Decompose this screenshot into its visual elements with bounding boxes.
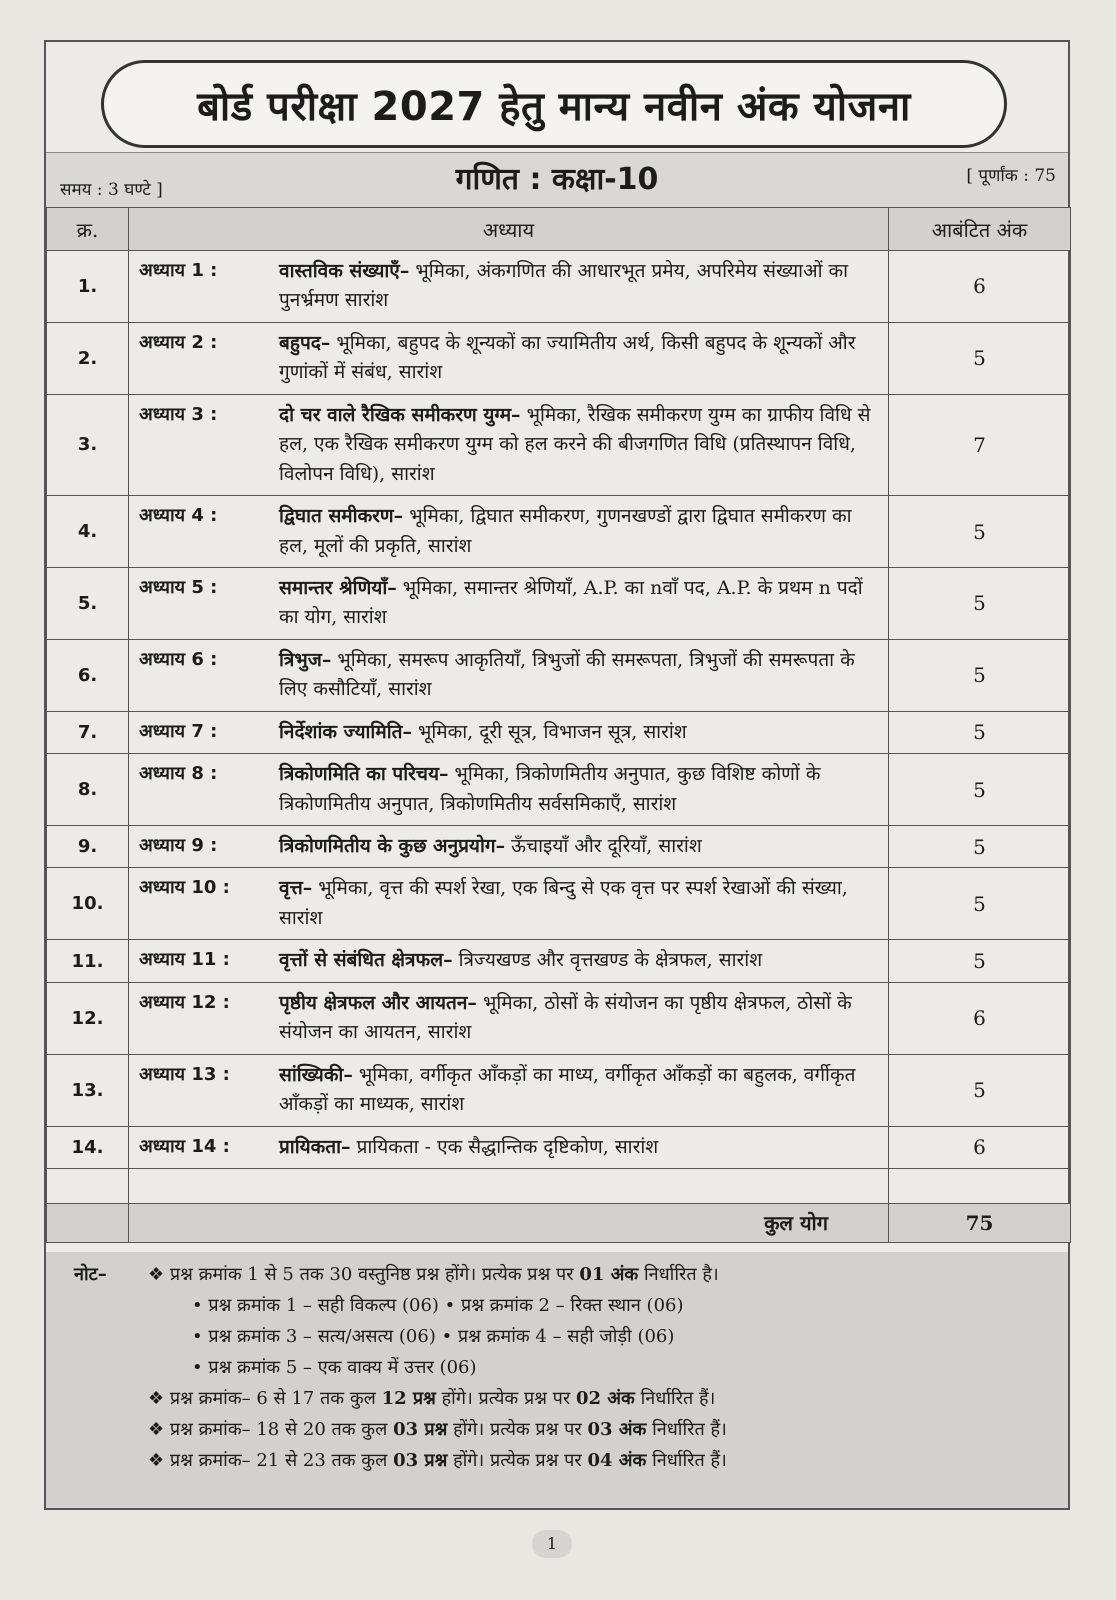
row-serial: 1. <box>47 251 129 323</box>
row-marks: 5 <box>889 639 1071 711</box>
row-chapter-desc <box>129 394 889 495</box>
chapter-number: अध्याय 14 : <box>139 1135 230 1157</box>
chapter-title: दो चर वाले रैखिक समीकरण युग्म– <box>279 403 521 426</box>
row-serial: 7. <box>47 711 129 753</box>
chapter-number: अध्याय 9 : <box>139 835 218 856</box>
row-serial: 9. <box>47 826 129 868</box>
table-row <box>47 982 1071 1054</box>
blank-row <box>47 1168 1071 1203</box>
row-marks: 7 <box>889 394 1071 495</box>
chapter-number: अध्याय 11 : <box>139 949 230 971</box>
diamond-bullet-icon: ❖ <box>148 1264 165 1285</box>
chapter-topics: ऊँचाइयाँ और दूरियाँ, सारांश <box>505 835 702 857</box>
chapter-number: अध्याय 13 : <box>139 1063 230 1085</box>
row-marks: 6 <box>889 251 1071 323</box>
table-row <box>47 639 1071 711</box>
table-row <box>47 567 1071 639</box>
chapter-topics: भूमिका, ठोसों के संयोजन का पृष्ठीय क्षेत्रफल, ठोसों के संयोजन का आयतन, सारांश <box>279 991 852 1044</box>
row-serial: 3. <box>47 394 129 495</box>
chapter-number: अध्याय 4 : <box>139 505 218 527</box>
chapter-title: त्रिभुज– <box>279 648 332 671</box>
chapter-title: त्रिकोणमितीय के कुछ अनुप्रयोग– <box>279 835 506 857</box>
row-marks: 5 <box>889 1054 1071 1126</box>
row-marks: 6 <box>889 982 1071 1054</box>
page-sheet <box>44 40 1070 1510</box>
chapter-number: अध्याय 10 : <box>139 877 230 899</box>
row-chapter-desc <box>129 1126 889 1168</box>
note-item: ❖ प्रश्न क्रमांक– 18 से 20 तक कुल 03 प्रश्न होंगे। प्रत्येक प्रश्न पर 03 अंक निर्धारित हैं। <box>148 1418 727 1440</box>
chapter-number: अध्याय 5 : <box>139 576 218 598</box>
chapter-topics: प्रायिकता - एक सैद्धान्तिक दृष्टिकोण, सारांश <box>350 1135 659 1158</box>
note-item: ❖ प्रश्न क्रमांक– 6 से 17 तक कुल 12 प्रश्न होंगे। प्रत्येक प्रश्न पर 02 अंक निर्धारित हैं। <box>148 1387 716 1409</box>
row-chapter-desc <box>129 754 889 826</box>
chapter-title: पृष्ठीय क्षेत्रफल और आयतन– <box>279 991 477 1014</box>
exam-duration: समय : 3 घण्टे ] <box>60 180 163 200</box>
chapter-topics: भूमिका, रैखिक समीकरण युग्म का ग्राफीय विधि से हल, एक रैखिक समीकरण युग्म को हल करने की बीजगणित विधि (प्रतिस्थापन विधि, विलोपन विधि), सारांश <box>279 403 871 485</box>
col-header-chapter: अध्याय <box>129 208 889 251</box>
note-item: नोट– ❖ प्रश्न क्रमांक 1 से 5 तक 30 वस्तुनिष्ठ प्रश्न होंगे। प्रत्येक प्रश्न पर 01 अंक निर्धारित है। <box>74 1260 1048 1291</box>
chapter-title: द्विघात समीकरण– <box>279 505 404 528</box>
row-marks: 5 <box>889 496 1071 568</box>
row-marks: 5 <box>889 826 1071 868</box>
diamond-bullet-icon: ❖ <box>148 1449 165 1471</box>
row-serial: 6. <box>47 639 129 711</box>
row-chapter-desc <box>129 1054 889 1126</box>
row-marks: 5 <box>889 711 1071 753</box>
diamond-bullet-icon: ❖ <box>148 1418 165 1440</box>
row-serial: 13. <box>47 1054 129 1126</box>
row-chapter-desc <box>129 567 889 639</box>
row-chapter-desc <box>129 826 889 868</box>
max-marks: [ पूर्णांक : 75 <box>966 166 1056 186</box>
table-row <box>47 868 1071 940</box>
row-chapter-desc <box>129 322 889 394</box>
diamond-bullet-icon: ❖ <box>148 1387 165 1409</box>
chapter-number: अध्याय 8 : <box>139 763 218 785</box>
subject-header <box>46 152 1068 209</box>
chapter-topics: भूमिका, समान्तर श्रेणियाँ, A.P. का nवाँ पद, A.P. के प्रथम n पदों का योग, सारांश <box>279 576 863 629</box>
chapter-topics: त्रिज्यखण्ड और वृत्तखण्ड के क्षेत्रफल, सारांश <box>452 949 763 972</box>
chapter-title: वृत्त– <box>279 877 313 900</box>
chapter-title: त्रिकोणमिति का परिचय– <box>279 763 449 786</box>
note-item: ❖ प्रश्न क्रमांक– 21 से 23 तक कुल 03 प्रश्न होंगे। प्रत्येक प्रश्न पर 04 अंक निर्धारित हैं। <box>148 1449 727 1471</box>
row-serial: 10. <box>47 868 129 940</box>
row-marks: 5 <box>889 940 1071 982</box>
chapter-title: बहुपद– <box>279 331 331 354</box>
row-marks: 5 <box>889 322 1071 394</box>
row-marks: 5 <box>889 868 1071 940</box>
chapter-number: अध्याय 1 : <box>139 260 218 281</box>
row-chapter-desc <box>129 940 889 982</box>
col-header-marks: आबंटित अंक <box>889 208 1071 251</box>
chapter-number: अध्याय 2 : <box>139 331 218 353</box>
row-chapter-desc <box>129 251 889 323</box>
chapter-title: समान्तर श्रेणियाँ– <box>279 576 397 599</box>
marks-scheme-table <box>46 207 1071 1243</box>
chapter-topics: भूमिका, अंकगणित की आधारभूत प्रमेय, अपरिमेय संख्याओं का पुनर्भ्रमण सारांश <box>279 260 849 312</box>
page-title: बोर्ड परीक्षा 2027 हेतु मान्य नवीन अंक योजना <box>101 60 1007 148</box>
table-row <box>47 1054 1071 1126</box>
total-value: 75 <box>889 1203 1071 1242</box>
row-chapter-desc <box>129 982 889 1054</box>
table-row <box>47 711 1071 753</box>
chapter-number: अध्याय 6 : <box>139 648 218 670</box>
note-subitem: • प्रश्न क्रमांक 1 – सही विकल्प (06) • प्रश्न क्रमांक 2 – रिक्त स्थान (06) <box>192 1294 684 1316</box>
row-serial: 11. <box>47 940 129 982</box>
chapter-title: प्रायिकता– <box>279 1135 351 1158</box>
chapter-topics: भूमिका, वर्गीकृत आँकड़ों का माध्य, वर्गीकृत आँकड़ों का बहुलक, वर्गीकृत आँकड़ों का माध्यक, सारांश <box>279 1063 856 1116</box>
table-row <box>47 251 1071 323</box>
row-serial: 4. <box>47 496 129 568</box>
row-marks: 6 <box>889 1126 1071 1168</box>
table-row <box>47 754 1071 826</box>
row-chapter-desc <box>129 639 889 711</box>
row-serial: 12. <box>47 982 129 1054</box>
note-subitem: • प्रश्न क्रमांक 3 – सत्य/असत्य (06) • प्रश्न क्रमांक 4 – सही जोड़ी (06) <box>192 1325 675 1347</box>
row-marks: 5 <box>889 754 1071 826</box>
note-label: नोट– <box>74 1264 107 1285</box>
row-serial: 14. <box>47 1126 129 1168</box>
note-subitem: • प्रश्न क्रमांक 5 – एक वाक्य में उत्तर (06) <box>192 1356 477 1378</box>
chapter-title: वृत्तों से संबंधित क्षेत्रफल– <box>279 949 453 972</box>
total-row <box>47 1203 1071 1242</box>
chapter-number: अध्याय 7 : <box>139 720 218 742</box>
table-row <box>47 1126 1071 1168</box>
row-serial: 2. <box>47 322 129 394</box>
chapter-topics: भूमिका, दूरी सूत्र, विभाजन सूत्र, सारांश <box>411 720 687 743</box>
table-row <box>47 496 1071 568</box>
table-row <box>47 394 1071 495</box>
row-chapter-desc <box>129 868 889 940</box>
subject-title: गणित : कक्षा-10 <box>455 162 659 197</box>
chapter-number: अध्याय 12 : <box>139 991 230 1013</box>
row-chapter-desc <box>129 711 889 753</box>
row-chapter-desc <box>129 496 889 568</box>
row-marks: 5 <box>889 567 1071 639</box>
row-serial: 5. <box>47 567 129 639</box>
chapter-topics: भूमिका, त्रिकोणमितीय अनुपात, कुछ विशिष्ट कोणों के त्रिकोणमितीय अनुपात, त्रिकोणमितीय सर्वसमिकाएँ, सारांश <box>279 763 821 815</box>
table-row <box>47 826 1071 868</box>
chapter-title: वास्तविक संख्याएँ– <box>279 260 410 282</box>
chapter-title: निर्देशांक ज्यामिति– <box>279 720 412 743</box>
table-row <box>47 940 1071 982</box>
chapter-topics: भूमिका, वृत्त की स्पर्श रेखा, एक बिन्दु से एक वृत्त पर स्पर्श रेखाओं की संख्या, सारांश <box>279 877 848 929</box>
table-header-row <box>47 208 1071 251</box>
total-label: कुल योग <box>129 1203 889 1242</box>
chapter-topics: भूमिका, द्विघात समीकरण, गुणनखण्डों द्वारा द्विघात समीकरण का हल, मूलों की प्रकृति, सारांश <box>279 505 852 557</box>
chapter-topics: भूमिका, बहुपद के शून्यकों का ज्यामितीय अर्थ, किसी बहुपद के शून्यकों और गुणांकों में संबंध, सारांश <box>279 331 856 384</box>
notes-section <box>46 1252 1068 1508</box>
row-serial: 8. <box>47 754 129 826</box>
col-header-sn: क्र. <box>47 208 129 251</box>
page-number: 1 <box>532 1530 572 1558</box>
chapter-title: सांख्यिकी– <box>279 1063 353 1086</box>
table-row <box>47 322 1071 394</box>
chapter-topics: भूमिका, समरूप आकृतियाँ, त्रिभुजों की समरूपता, त्रिभुजों की समरूपता के लिए कसौटियाँ, सारांश <box>279 648 855 701</box>
chapter-number: अध्याय 3 : <box>139 403 218 425</box>
